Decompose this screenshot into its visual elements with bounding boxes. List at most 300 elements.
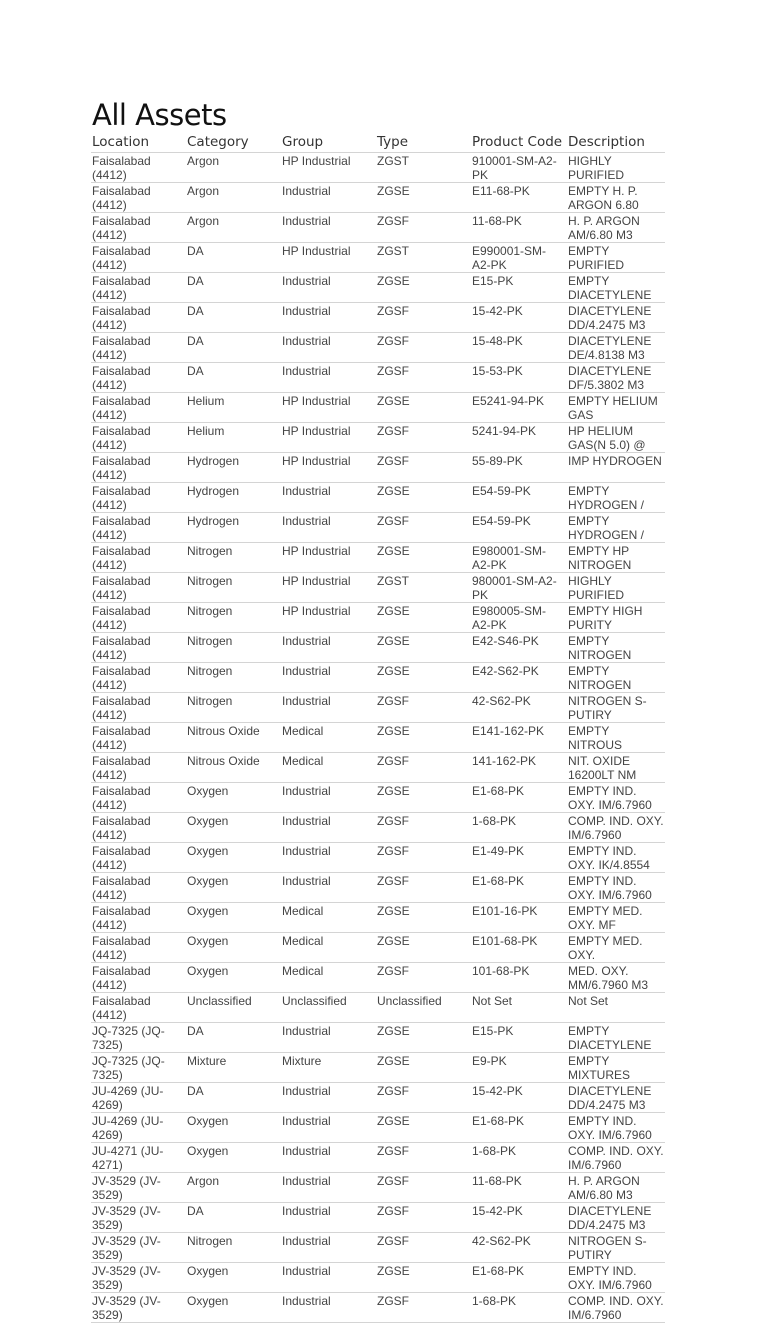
cell-category (186, 843, 281, 873)
cell-category (186, 1293, 281, 1323)
cell-product-code (471, 1083, 567, 1113)
cell-location (91, 1113, 186, 1143)
cell-location (91, 723, 186, 753)
group-value: Industrial (282, 664, 331, 678)
category-value: Nitrogen (187, 664, 233, 678)
cell-group (281, 873, 376, 903)
cell-product-code (471, 633, 567, 663)
cell-product-code (471, 663, 567, 693)
description-value: EMPTY NITROUS (568, 724, 622, 752)
cell-location (91, 813, 186, 843)
cell-group (281, 483, 376, 513)
type-value: ZGSE (377, 184, 410, 198)
table-row (91, 453, 665, 483)
table-row (91, 993, 665, 1023)
group-value: Unclassified (282, 994, 347, 1008)
cell-type (376, 1053, 471, 1083)
location-value: Faisalabad (4412) (92, 154, 151, 182)
table-row (91, 633, 665, 663)
type-value: ZGSE (377, 394, 410, 408)
table-row (91, 1293, 665, 1323)
cell-type (376, 213, 471, 243)
description-value: EMPTY HYDROGEN / (568, 514, 645, 542)
group-value: Industrial (282, 784, 331, 798)
product-code-value: 15-42-PK (472, 1204, 523, 1218)
description-value: EMPTY MIXTURES (568, 1054, 631, 1082)
cell-description (567, 753, 665, 783)
cell-group (281, 393, 376, 423)
cell-location (91, 963, 186, 993)
cell-category (186, 303, 281, 333)
cell-category (186, 963, 281, 993)
group-value: Industrial (282, 874, 331, 888)
cell-location (91, 873, 186, 903)
category-value: Nitrogen (187, 694, 233, 708)
table-row (91, 273, 665, 303)
type-value: ZGSE (377, 724, 410, 738)
product-code-value: E5241-94-PK (472, 394, 545, 408)
cell-product-code (471, 183, 567, 213)
category-value: Argon (187, 154, 220, 168)
location-value: JV-3529 (JV-3529) (92, 1174, 161, 1202)
location-value: Faisalabad (4412) (92, 514, 151, 542)
table-body (91, 153, 665, 1323)
type-value: ZGSF (377, 1174, 409, 1188)
cell-category (186, 1263, 281, 1293)
location-value: Faisalabad (4412) (92, 874, 151, 902)
cell-location (91, 843, 186, 873)
product-code-value: 1-68-PK (472, 1144, 517, 1158)
cell-group (281, 363, 376, 393)
description-value: EMPTY IND. OXY. IK/4.8554 (568, 844, 650, 872)
table-row (91, 783, 665, 813)
category-value: Helium (187, 394, 225, 408)
category-value: Argon (187, 184, 220, 198)
cell-category (186, 333, 281, 363)
product-code-value: 15-42-PK (472, 304, 523, 318)
table-row (91, 1053, 665, 1083)
location-value: JU-4269 (JU-4269) (92, 1114, 164, 1142)
cell-product-code (471, 1203, 567, 1233)
type-value: ZGSE (377, 634, 410, 648)
product-code-value: E9-PK (472, 1054, 507, 1068)
group-value: Industrial (282, 1114, 331, 1128)
cell-group (281, 1113, 376, 1143)
product-code-value: E11-68-PK (472, 184, 530, 198)
cell-product-code (471, 813, 567, 843)
group-value: Industrial (282, 1084, 331, 1098)
cell-description (567, 483, 665, 513)
table-row (91, 963, 665, 993)
cell-product-code (471, 333, 567, 363)
cell-category (186, 663, 281, 693)
product-code-value: E1-49-PK (472, 844, 525, 858)
cell-type (376, 873, 471, 903)
group-value: Industrial (282, 514, 331, 528)
location-value: Faisalabad (4412) (92, 364, 151, 392)
category-value: Oxygen (187, 844, 229, 858)
cell-type (376, 1293, 471, 1323)
table-row (91, 1023, 665, 1053)
product-code-value: E980001-SM-A2-PK (472, 544, 547, 572)
product-code-value: E141-162-PK (472, 724, 545, 738)
cell-type (376, 993, 471, 1023)
cell-type (376, 603, 471, 633)
location-value: Faisalabad (4412) (92, 604, 151, 632)
cell-description (567, 663, 665, 693)
category-value: DA (187, 364, 204, 378)
cell-location (91, 1023, 186, 1053)
description-value: NIT. OXIDE 16200LT NM (568, 754, 637, 782)
table-row (91, 753, 665, 783)
category-value: Oxygen (187, 1294, 229, 1308)
location-value: JU-4271 (JU-4271) (92, 1144, 164, 1172)
cell-type (376, 543, 471, 573)
location-value: JV-3529 (JV-3529) (92, 1204, 161, 1232)
table-row (91, 1263, 665, 1293)
product-code-value: 1-68-PK (472, 1294, 517, 1308)
cell-product-code (471, 483, 567, 513)
description-value: EMPTY HYDROGEN / (568, 484, 645, 512)
cell-group (281, 693, 376, 723)
cell-group (281, 843, 376, 873)
table-row (91, 573, 665, 603)
column-header-category: Category (186, 131, 281, 153)
type-value: ZGSF (377, 874, 409, 888)
description-value: EMPTY HP NITROGEN (568, 544, 632, 572)
product-code-value: E54-59-PK (472, 484, 531, 498)
cell-group (281, 1173, 376, 1203)
group-value: Industrial (282, 1024, 331, 1038)
cell-location (91, 363, 186, 393)
cell-group (281, 723, 376, 753)
cell-description (567, 873, 665, 903)
location-value: Faisalabad (4412) (92, 394, 151, 422)
location-value: JQ-7325 (JQ-7325) (92, 1054, 165, 1082)
product-code-value: E1-68-PK (472, 1114, 525, 1128)
cell-group (281, 1263, 376, 1293)
product-code-value: E54-59-PK (472, 514, 531, 528)
product-code-value: E1-68-PK (472, 1264, 525, 1278)
table-row (91, 603, 665, 633)
cell-type (376, 1143, 471, 1173)
cell-group (281, 303, 376, 333)
cell-group (281, 453, 376, 483)
product-code-value: E42-S46-PK (472, 634, 539, 648)
cell-type (376, 663, 471, 693)
cell-product-code (471, 363, 567, 393)
cell-location (91, 1083, 186, 1113)
cell-location (91, 513, 186, 543)
table-row (91, 663, 665, 693)
table-row (91, 1083, 665, 1113)
table-row (91, 1203, 665, 1233)
type-value: ZGSF (377, 1144, 409, 1158)
cell-product-code (471, 873, 567, 903)
cell-location (91, 543, 186, 573)
cell-group (281, 213, 376, 243)
cell-location (91, 603, 186, 633)
location-value: Faisalabad (4412) (92, 754, 151, 782)
product-code-value: E15-PK (472, 1024, 514, 1038)
location-value: Faisalabad (4412) (92, 664, 151, 692)
cell-type (376, 813, 471, 843)
cell-group (281, 183, 376, 213)
cell-product-code (471, 693, 567, 723)
type-value: ZGST (377, 574, 409, 588)
type-value: ZGSF (377, 304, 409, 318)
table-row (91, 1173, 665, 1203)
type-value: ZGSF (377, 1204, 409, 1218)
category-value: Hydrogen (187, 484, 240, 498)
cell-description (567, 1023, 665, 1053)
cell-type (376, 633, 471, 663)
column-header-type: Type (376, 131, 471, 153)
cell-description (567, 1143, 665, 1173)
cell-type (376, 453, 471, 483)
type-value: ZGSF (377, 814, 409, 828)
group-value: Mixture (282, 1054, 322, 1068)
cell-location (91, 633, 186, 663)
cell-description (567, 1173, 665, 1203)
cell-description (567, 243, 665, 273)
cell-product-code (471, 243, 567, 273)
location-value: Faisalabad (4412) (92, 214, 151, 242)
location-value: Faisalabad (4412) (92, 454, 151, 482)
group-value: Medical (282, 904, 324, 918)
cell-category (186, 183, 281, 213)
cell-category (186, 243, 281, 273)
cell-group (281, 573, 376, 603)
cell-group (281, 753, 376, 783)
type-value: ZGSF (377, 514, 409, 528)
category-value: DA (187, 1084, 204, 1098)
cell-category (186, 1053, 281, 1083)
table-row (91, 423, 665, 453)
location-value: JV-3529 (JV-3529) (92, 1234, 161, 1262)
page-title: All Assets (92, 98, 227, 132)
cell-product-code (471, 1173, 567, 1203)
product-code-value: 15-42-PK (472, 1084, 523, 1098)
cell-location (91, 1233, 186, 1263)
cell-description (567, 933, 665, 963)
cell-group (281, 1023, 376, 1053)
location-value: Faisalabad (4412) (92, 694, 151, 722)
category-value: Oxygen (187, 1264, 229, 1278)
cell-location (91, 273, 186, 303)
cell-type (376, 273, 471, 303)
table-row (91, 1143, 665, 1173)
cell-description (567, 963, 665, 993)
cell-category (186, 633, 281, 663)
cell-type (376, 1023, 471, 1053)
description-value: H. P. ARGON AM/6.80 M3 (568, 214, 640, 242)
category-value: Oxygen (187, 814, 229, 828)
cell-type (376, 513, 471, 543)
type-value: ZGSE (377, 544, 410, 558)
cell-type (376, 183, 471, 213)
table-row (91, 933, 665, 963)
type-value: ZGSF (377, 214, 409, 228)
cell-description (567, 783, 665, 813)
description-value: HIGHLY PURIFIED (568, 154, 625, 182)
cell-description (567, 693, 665, 723)
cell-description (567, 273, 665, 303)
description-value: EMPTY IND. OXY. IM/6.7960 (568, 1264, 652, 1292)
group-value: HP Industrial (282, 394, 351, 408)
description-value: EMPTY HIGH PURITY (568, 604, 643, 632)
cell-product-code (471, 1233, 567, 1263)
group-value: HP Industrial (282, 244, 351, 258)
cell-product-code (471, 723, 567, 753)
group-value: Industrial (282, 184, 331, 198)
description-value: EMPTY IND. OXY. IM/6.7960 (568, 874, 652, 902)
cell-product-code (471, 1143, 567, 1173)
description-value: HP HELIUM GAS(N 5.0) @ (568, 424, 646, 452)
description-value: DIACETYLENE DE/4.8138 M3 (568, 334, 652, 362)
type-value: ZGSF (377, 1234, 409, 1248)
cell-product-code (471, 1113, 567, 1143)
cell-category (186, 1113, 281, 1143)
location-value: Faisalabad (4412) (92, 784, 151, 812)
product-code-value: 5241-94-PK (472, 424, 537, 438)
cell-description (567, 453, 665, 483)
group-value: HP Industrial (282, 574, 351, 588)
product-code-value: E42-S62-PK (472, 664, 539, 678)
location-value: JV-3529 (JV-3529) (92, 1294, 161, 1322)
cell-product-code (471, 903, 567, 933)
category-value: Hydrogen (187, 454, 240, 468)
type-value: ZGSE (377, 1054, 410, 1068)
cell-group (281, 423, 376, 453)
cell-group (281, 903, 376, 933)
cell-location (91, 183, 186, 213)
group-value: Industrial (282, 634, 331, 648)
cell-type (376, 1173, 471, 1203)
type-value: ZGSE (377, 784, 410, 798)
location-value: JV-3529 (JV-3529) (92, 1264, 161, 1292)
cell-category (186, 1023, 281, 1053)
category-value: Oxygen (187, 1144, 229, 1158)
description-value: COMP. IND. OXY. IM/6.7960 (568, 1294, 664, 1322)
cell-type (376, 843, 471, 873)
category-value: Oxygen (187, 874, 229, 888)
cell-product-code (471, 213, 567, 243)
category-value: Nitrogen (187, 634, 233, 648)
description-value: EMPTY NITROGEN (568, 664, 632, 692)
cell-product-code (471, 993, 567, 1023)
group-value: Industrial (282, 1204, 331, 1218)
group-value: Industrial (282, 1264, 331, 1278)
cell-description (567, 1113, 665, 1143)
description-value: H. P. ARGON AM/6.80 M3 (568, 1174, 640, 1202)
category-value: DA (187, 244, 204, 258)
cell-description (567, 543, 665, 573)
product-code-value: 101-68-PK (472, 964, 530, 978)
group-value: Industrial (282, 214, 331, 228)
cell-location (91, 1203, 186, 1233)
cell-category (186, 903, 281, 933)
cell-category (186, 153, 281, 183)
cell-product-code (471, 843, 567, 873)
location-value: Faisalabad (4412) (92, 274, 151, 302)
cell-product-code (471, 1053, 567, 1083)
cell-group (281, 663, 376, 693)
cell-category (186, 693, 281, 723)
cell-type (376, 363, 471, 393)
cell-category (186, 273, 281, 303)
table-row (91, 153, 665, 183)
cell-location (91, 993, 186, 1023)
product-code-value: E1-68-PK (472, 784, 525, 798)
cell-category (186, 603, 281, 633)
type-value: ZGSE (377, 484, 410, 498)
product-code-value: 1-68-PK (472, 814, 517, 828)
type-value: ZGSF (377, 694, 409, 708)
category-value: Nitrogen (187, 574, 233, 588)
cell-group (281, 273, 376, 303)
type-value: ZGSF (377, 1294, 409, 1308)
cell-group (281, 243, 376, 273)
cell-product-code (471, 933, 567, 963)
type-value: ZGSF (377, 844, 409, 858)
cell-type (376, 723, 471, 753)
cell-location (91, 933, 186, 963)
table-row (91, 333, 665, 363)
cell-type (376, 933, 471, 963)
column-header-group: Group (281, 131, 376, 153)
cell-location (91, 393, 186, 423)
type-value: ZGSE (377, 1024, 410, 1038)
cell-category (186, 483, 281, 513)
location-value: Faisalabad (4412) (92, 184, 151, 212)
category-value: Oxygen (187, 784, 229, 798)
product-code-value: 11-68-PK (472, 1174, 522, 1188)
cell-product-code (471, 1293, 567, 1323)
cell-type (376, 1113, 471, 1143)
table-row (91, 903, 665, 933)
cell-category (186, 363, 281, 393)
product-code-value: Not Set (472, 994, 513, 1008)
column-header-location: Location (91, 131, 186, 153)
group-value: Industrial (282, 484, 331, 498)
cell-description (567, 213, 665, 243)
description-value: EMPTY H. P. ARGON 6.80 (568, 184, 639, 212)
group-value: Medical (282, 934, 324, 948)
cell-category (186, 993, 281, 1023)
group-value: HP Industrial (282, 154, 351, 168)
cell-product-code (471, 453, 567, 483)
type-value: ZGSF (377, 454, 409, 468)
product-code-value: 42-S62-PK (472, 694, 531, 708)
cell-type (376, 573, 471, 603)
description-value: DIACETYLENE DF/5.3802 M3 (568, 364, 652, 392)
type-value: ZGSF (377, 334, 409, 348)
table-row (91, 543, 665, 573)
column-header-description: Description (567, 131, 665, 153)
cell-category (186, 1173, 281, 1203)
cell-product-code (471, 273, 567, 303)
cell-type (376, 903, 471, 933)
cell-group (281, 1233, 376, 1263)
cell-location (91, 483, 186, 513)
category-value: Nitrogen (187, 1234, 233, 1248)
cell-product-code (471, 1023, 567, 1053)
cell-category (186, 753, 281, 783)
category-value: Oxygen (187, 934, 229, 948)
description-value: DIACETYLENE DD/4.2475 M3 (568, 1084, 652, 1112)
category-value: Argon (187, 1174, 220, 1188)
